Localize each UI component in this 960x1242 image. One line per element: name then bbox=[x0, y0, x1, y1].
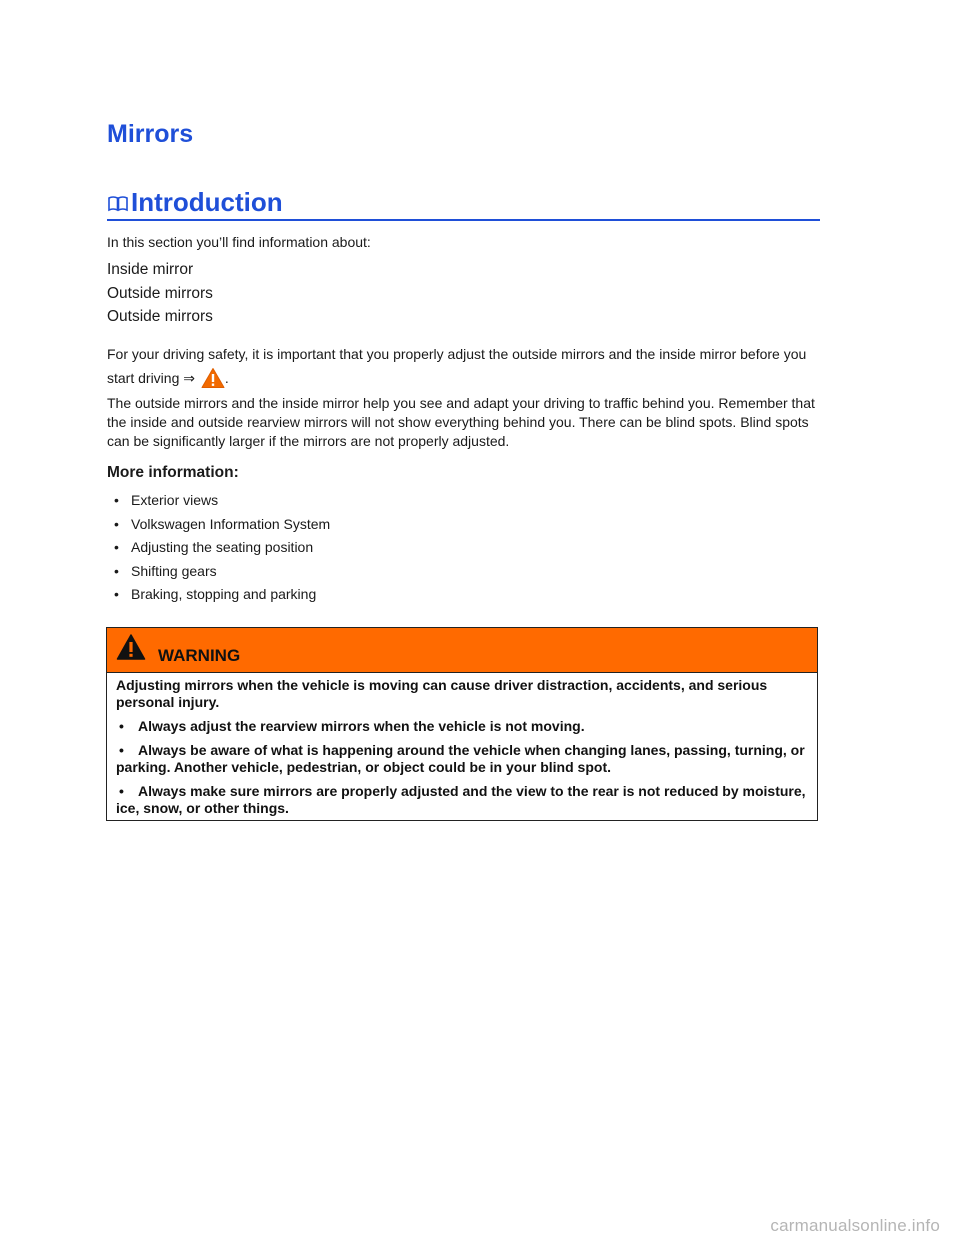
more-info-link[interactable]: Braking, stopping and parking bbox=[131, 586, 317, 602]
bullet: • bbox=[119, 718, 124, 734]
warning-body bbox=[107, 673, 817, 817]
list-item[interactable] bbox=[107, 515, 330, 539]
topic-list bbox=[107, 260, 213, 331]
more-info-link[interactable]: Adjusting the seating position bbox=[131, 539, 314, 555]
bullet: • bbox=[114, 539, 119, 555]
topic-link[interactable]: Outside mirrors bbox=[107, 284, 213, 302]
section-heading bbox=[107, 186, 820, 221]
safety-paragraph-text: For your driving safety, it is important that you properly adjust the outside mirrors and the inside mirror before you start driving ⇒ bbox=[107, 346, 807, 386]
bullet: • bbox=[114, 586, 119, 602]
section-title: Introduction bbox=[131, 187, 283, 217]
warning-item-text: Always adjust the rearview mirrors when the vehicle is not moving. bbox=[138, 718, 585, 734]
intro-lead: In this section you’ll find information about: bbox=[107, 234, 371, 250]
bullet: • bbox=[114, 515, 119, 532]
warning-item-text: Always be aware of what is happening around the vehicle when changing lanes, passing, turning, or parking. Another vehicle, pedestrian, or object could be in your blind spot. bbox=[116, 742, 805, 775]
warning-intro: Adjusting mirrors when the vehicle is moving can cause driver distraction, accidents, and serious personal injury. bbox=[116, 677, 768, 710]
topic-link[interactable]: Inside mirror bbox=[107, 261, 194, 278]
warning-item bbox=[116, 742, 809, 776]
bullet: • bbox=[114, 562, 119, 579]
bullet: • bbox=[119, 783, 124, 799]
more-info-link[interactable]: Shifting gears bbox=[131, 562, 217, 579]
bullet: • bbox=[114, 492, 119, 508]
list-item[interactable] bbox=[107, 585, 330, 609]
safety-paragraph bbox=[107, 342, 822, 390]
warning-item-text: Always make sure mirrors are properly adjusted and the view to the rear is not reduced by moisture, ice, snow, or other things. bbox=[116, 783, 806, 816]
safety-paragraph-end: . bbox=[224, 370, 229, 386]
warning-triangle-icon bbox=[116, 633, 146, 661]
more-info-list bbox=[107, 491, 330, 609]
more-info-link[interactable]: Exterior views bbox=[131, 492, 219, 508]
list-item[interactable] bbox=[107, 491, 330, 515]
warning-item bbox=[116, 783, 809, 817]
warning-header bbox=[107, 628, 817, 673]
warning-triangle-icon[interactable] bbox=[201, 367, 225, 389]
page-title: Mirrors bbox=[107, 120, 194, 148]
more-info-heading: More information: bbox=[107, 464, 239, 481]
warning-box bbox=[106, 627, 818, 821]
list-item[interactable] bbox=[107, 562, 330, 586]
topic-link[interactable]: Outside mirrors bbox=[107, 308, 213, 325]
watermark: carmanualsonline.info bbox=[770, 1216, 940, 1235]
warning-item bbox=[116, 718, 809, 735]
mirror-paragraph: The outside mirrors and the inside mirror help you see and adapt your driving to traffic behind you. Remember that the inside and outside rearview mirrors will not show everything behind you. There can be blind spots. Blind spots can be significantly larger if the mirrors are not properly adjusted. bbox=[107, 395, 815, 449]
more-info-link[interactable]: Volkswagen Information System bbox=[131, 515, 331, 532]
book-icon bbox=[107, 193, 129, 213]
bullet: • bbox=[119, 742, 124, 758]
warning-title: WARNING bbox=[158, 646, 241, 665]
list-item[interactable] bbox=[107, 538, 330, 562]
